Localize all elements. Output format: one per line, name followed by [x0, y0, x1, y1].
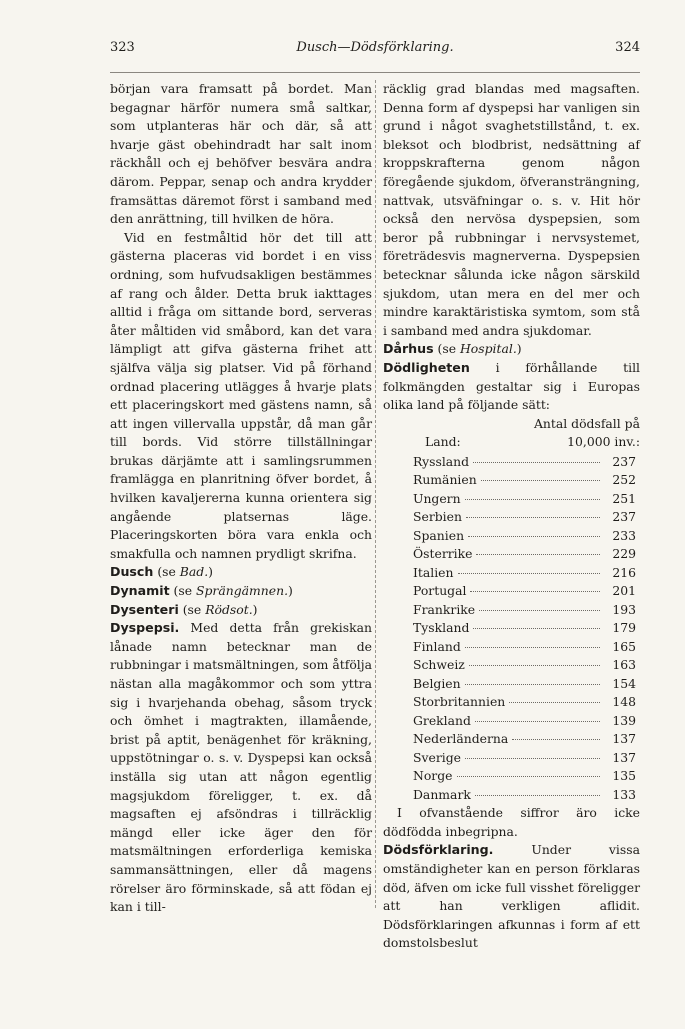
- entry-dyspepsi: [110, 619, 372, 917]
- entry-head: Dusch: [110, 564, 154, 580]
- entry-head: Dödsförklaring.: [383, 842, 494, 858]
- death-rate-value: 237: [612, 453, 636, 469]
- death-rate-value: 216: [612, 564, 636, 580]
- header-rule: [110, 72, 640, 73]
- page-number-right: 324: [615, 40, 640, 55]
- death-rate-value: 193: [612, 601, 636, 617]
- entry-head: Dårhus: [383, 341, 434, 357]
- death-rate-value: 148: [612, 694, 636, 710]
- entry-head: Dynamit: [110, 583, 170, 599]
- entry-head: Dödligheten: [383, 359, 470, 375]
- entry-dusch: Dusch (se Bad.): [110, 564, 213, 580]
- dot-leader: [475, 795, 600, 796]
- country-name: Sverige: [413, 749, 461, 765]
- entry-dodsforklaring: [383, 841, 640, 953]
- death-rate-value: 135: [612, 768, 636, 784]
- country-name: Danmark: [413, 786, 471, 802]
- table-row: [383, 545, 640, 564]
- country-name: Finland: [413, 638, 461, 654]
- table-row: [383, 656, 640, 675]
- cross-reference: Hospital.: [460, 341, 517, 357]
- table-row: [383, 471, 640, 490]
- dot-leader: [465, 758, 600, 759]
- death-rate-value: 237: [612, 509, 636, 525]
- country-name: Rumänien: [413, 472, 477, 488]
- country-name: Italien: [413, 564, 454, 580]
- page-number-left: 323: [110, 40, 135, 55]
- dot-leader: [465, 647, 600, 648]
- death-rate-value: 163: [612, 657, 636, 673]
- dot-leader: [466, 517, 600, 518]
- table-row: [383, 712, 640, 731]
- table-row: [383, 749, 640, 768]
- table-note: I ofvanstående siffror äro icke dödfödda inbegripna.: [383, 805, 640, 839]
- country-name: Belgien: [413, 675, 461, 691]
- country-name: Tyskland: [413, 620, 470, 636]
- table-row: [383, 582, 640, 601]
- dot-leader: [458, 573, 601, 574]
- dot-leader: [465, 684, 600, 685]
- table-row: [383, 490, 640, 509]
- page-header: [110, 40, 640, 60]
- death-rate-value: 252: [612, 472, 636, 488]
- table-row: [383, 601, 640, 620]
- death-rate-value: 133: [612, 786, 636, 802]
- country-name: Ungern: [413, 490, 461, 506]
- death-rate-value: 137: [612, 749, 636, 765]
- dot-leader: [470, 591, 600, 592]
- country-name: Serbien: [413, 509, 462, 525]
- table-row: [383, 675, 640, 694]
- table-row: [383, 786, 640, 805]
- country-name: Spanien: [413, 527, 465, 543]
- death-rate-value: 165: [612, 638, 636, 654]
- paragraph-table-setting: början vara framsatt på bordet. Man begagnar härför numera små saltkar, som utplanteras här och där, så att hvarje gäst obehindradt har salt inom räckhåll och ej behöfver besvära andra därom. Peppar, senap och andra krydder framsättas däremot först i samband med den anrättning, till hvilken de höra.: [110, 81, 372, 227]
- dot-leader: [473, 462, 600, 463]
- death-rate-value: 139: [612, 712, 636, 728]
- entry-text: i förhållande till folkmängden gestaltar sig i Europas olika land på följande sätt:: [383, 359, 640, 413]
- table-header-deaths: Antal dödsfall på: [533, 415, 640, 431]
- entry-darhus: Dårhus (se Hospital.): [383, 341, 522, 357]
- table-row: [383, 564, 640, 583]
- left-column: [110, 80, 372, 917]
- country-name: Norge: [413, 768, 453, 784]
- cross-reference: Sprängämnen.: [196, 583, 289, 599]
- table-row: [383, 638, 640, 657]
- death-rate-value: 229: [612, 546, 636, 562]
- country-name: Storbritannien: [413, 694, 506, 710]
- mortality-table: [383, 453, 640, 805]
- paragraph-dyspepsi-cont: räcklig grad blandas med magsaften. Denna form af dyspepsi har vanligen sin grund i något svaghetstillstånd, t. ex. bleksot och blodbrist, nedsättning af kroppskrafterna genom någon föregående sjukdom, öfveransträngning, nattvak, utsväfningar o. s. v. Hit hör också den nervösa dyspepsien, som beror på rubbningar i nervsystemet, företrädesvis magnerverna. Dyspepsien betecknar sålunda icke någon särskild sjukdom, utan mera en del mer och mindre karaktäristiska symtom, som stå i samband med andra sjukdomar.: [383, 81, 640, 338]
- dot-leader: [465, 499, 600, 500]
- death-rate-value: 233: [612, 527, 636, 543]
- death-rate-value: 201: [612, 583, 636, 599]
- entry-dysenteri: Dysenteri (se Rödsot.): [110, 601, 258, 617]
- dot-leader: [509, 702, 600, 703]
- country-name: Grekland: [413, 712, 471, 728]
- dot-leader: [469, 665, 600, 666]
- entry-head: Dyspepsi.: [110, 620, 180, 636]
- table-row: [383, 619, 640, 638]
- country-name: Österrike: [413, 546, 473, 562]
- table-row: [383, 730, 640, 749]
- cross-reference: Rödsot.: [205, 601, 253, 617]
- dot-leader: [468, 536, 600, 537]
- column-divider: [375, 80, 376, 908]
- death-rate-value: 154: [612, 675, 636, 691]
- dot-leader: [479, 610, 600, 611]
- mortality-table-header: [383, 415, 640, 453]
- country-name: Nederländerna: [413, 731, 509, 747]
- table-row: [383, 527, 640, 546]
- entry-text: Med detta från grekiskan lånade namn betecknar man de rubbningar i matsmältningen, som åtfölja nästan alla magåkommor och som yttra sig i hvarjehanda obehag, såsom tryck och ömhet i magtrakten, illamående, brist på aptit, benägenhet för kräkning, uppstötningar o. s. v. Dyspepsi kan också inställa sig utan att någon egentlig magsjukdom föreligger, t. ex. då magsaften ej afsöndras i tillräcklig mängd eller icke äger den för matsmältningen erforderliga kemiska sammansättningen, eller då magens rörelser äro förminskade, så att födan ej kan i till-: [110, 620, 372, 915]
- death-rate-value: 251: [612, 490, 636, 506]
- table-row: [383, 767, 640, 786]
- table-row: [383, 693, 640, 712]
- dot-leader: [476, 554, 600, 555]
- paragraph-placement: Vid en festmåltid hör det till att gästerna placeras vid bordet i en viss ordning, som hufvudsakligen bestämmes af rang och ålder. Detta bruk iakttages alltid i fråga om sittande bord, serveras åter måltiden vid småbord, kan det vara lämpligt att gifva gästerna frihet att själfva välja sig platser. Vid på förhand ordnad placering utlägges å hvarje plats ett placeringskort med gästens namn, så att ingen villervalla uppstår, då man går till bords. Vid större tillställningar brukas därjämte att i samlingsrummen framlägga en planritning öfver bordet, å hvilken kavaljererna kunna orientera sig angående platsernas läge. Placeringskorten böra vara enkla och smakfulla och namnen prydligt skrifna.: [110, 229, 372, 561]
- country-name: Frankrike: [413, 601, 476, 617]
- entry-dynamit: Dynamit (se Sprängämnen.): [110, 583, 293, 599]
- right-column: [383, 80, 640, 953]
- entry-dodligheten: [383, 359, 640, 415]
- dot-leader: [475, 721, 600, 722]
- dot-leader: [481, 480, 600, 481]
- running-title: Dusch—Dödsförklaring.: [296, 40, 454, 55]
- table-row: [383, 508, 640, 527]
- table-row: [383, 453, 640, 472]
- death-rate-value: 179: [612, 620, 636, 636]
- dot-leader: [457, 776, 601, 777]
- entry-head: Dysenteri: [110, 601, 179, 617]
- entry-text: Under vissa omständigheter kan en person förklaras död, äfven om icke full visshet föreligger att han verkligen aflidit. Dödsförklaringen afkunnas i form af ett domstolsbeslut: [383, 842, 640, 951]
- table-header-land: Land:: [425, 433, 461, 449]
- dot-leader: [473, 628, 600, 629]
- table-header-per-inhabitants: 10,000 inv.:: [567, 433, 640, 449]
- cross-reference: Bad.: [179, 564, 209, 580]
- country-name: Portugal: [413, 583, 467, 599]
- dot-leader: [512, 739, 600, 740]
- country-name: Ryssland: [413, 453, 470, 469]
- country-name: Schweiz: [413, 657, 465, 673]
- death-rate-value: 137: [612, 731, 636, 747]
